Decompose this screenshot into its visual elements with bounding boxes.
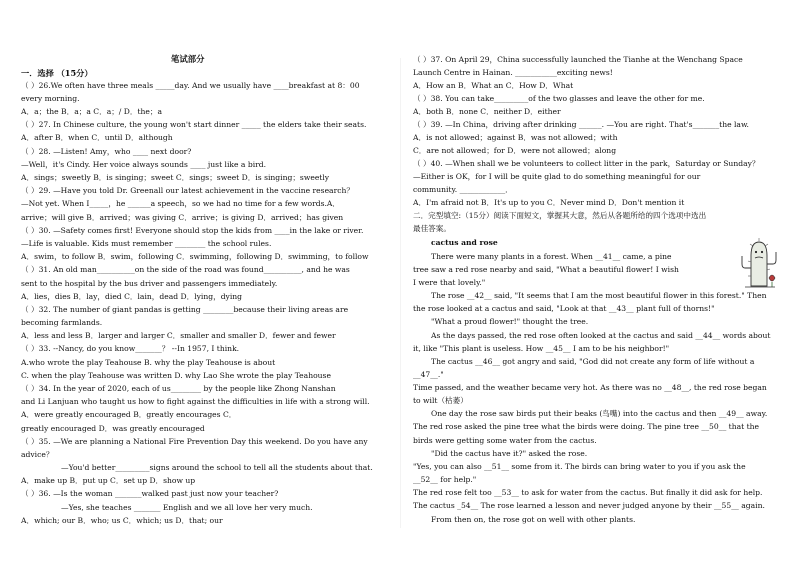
question-28: （ ）28. —Listen! Amy，who ____ next door? [21, 147, 192, 156]
question-26: （ ）26.We often have three meals _____day. And we usually have ____breakfast at 8：00 [21, 81, 360, 90]
question-34-options-cd: greatly encouraged D．was greatly encouraged [21, 424, 205, 433]
question-32-options: A．less and less B．larger and larger C．smaller and smaller D．fewer and fewer [21, 331, 336, 340]
passage-line: As the days passed, the red rose often looked at the cactus and said __44__ words about [431, 331, 771, 340]
passage-line: the rose looked at a cactus and said, "Look at that __43__ plant full of thorns!" [413, 304, 715, 313]
question-37-options: A．How an B．What an C．How D．What [413, 81, 574, 90]
question-31-options: A．lies，dies B．lay，died C．lain，dead D．lying，dying [21, 292, 243, 301]
passage-line: "Yes, you can also __51__ some from it. The birds can bring water to you if you ask the [413, 462, 746, 471]
passage-line: to wilt（枯萎） [413, 396, 468, 405]
question-30-cont: —Life is valuable. Kids must remember ________ the school rules. [21, 239, 272, 248]
passage-line: "Did the cactus have it?" asked the rose. [431, 449, 588, 458]
question-34-options-abc: A．were greatly encouraged B．greatly encourages C． [21, 410, 237, 419]
question-35-reply: —You'd better_________signs around the school to tell all the students about that. [61, 463, 373, 472]
passage-line: The cactus __46__ got angry and said, "God did not create any form of life without a [431, 357, 755, 366]
question-38: （ ）38. You can take_________of the two glasses and leave the other for me. [413, 94, 705, 103]
question-40-cont: —Either is OK，for I will be quite glad to do something meaningful for our [413, 172, 701, 181]
question-32: （ ）32. The number of giant pandas is getting ________because their living areas are [21, 305, 349, 314]
question-39-options-cd: C．are not allowed；for D．were not allowed；along [413, 146, 617, 155]
question-29: （ ）29. —Have you told Dr. Greenall our latest achievement in the vaccine research？ [21, 186, 354, 195]
question-35-cont: advice？ [21, 450, 54, 459]
question-28-cont: —Well，it's Cindy. Her voice always sounds ____ just like a bird. [21, 160, 267, 169]
passage-line: One day the rose saw birds put their beaks (鸟嘴) into the cactus and then __49__ away. [431, 409, 768, 418]
passage-line: birds were getting some water from the cactus. [413, 436, 597, 445]
question-33-options-ab: A.who wrote the play Teahouse B. why the play Teahouse is about [21, 358, 276, 367]
question-28-options: A．sings；sweetly B．is singing；sweet C．sings；sweet D．is singing；sweetly [21, 173, 330, 182]
question-30-options: A．swim，to follow B．swim，following C．swimming，following D．swimming，to follow [21, 252, 369, 261]
question-39: （ ）39. —In China，driving after drinking ______. —You are right. That's_______the law. [413, 120, 749, 129]
question-38-options: A．both B．none C．neither D．either [413, 107, 561, 116]
cactus-illustration [739, 234, 779, 288]
passage-line: The red rose asked the pine tree what the birds were doing. The pine tree __50__ that the [413, 422, 760, 431]
passage-line: The rose __42__ said, "It seems that I am the most beautiful flower in this forest." Then [431, 291, 767, 300]
question-40-options: A．I'm afraid not B．It's up to you C．Never mind D．Don't mention it [413, 198, 685, 207]
question-31-cont: sent to the hospital by the bus driver and passengers immediately. [21, 279, 278, 288]
question-37-cont: Launch Centre in Hainan. ___________exciting news! [413, 68, 613, 77]
question-26-cont: every morning. [21, 94, 80, 103]
question-27-options: A．after B．when C．until D．although [21, 133, 173, 142]
question-40-cont-2: community. ____________． [413, 185, 513, 194]
passage-line: Time passed, and the weather became very hot. As there was no __48__, the red rose began [413, 383, 767, 392]
passage-line: There were many plants in a forest. When __41__ came, a pine [431, 252, 672, 261]
passage-line: __52__ for help." [413, 475, 477, 484]
column-divider [400, 58, 401, 528]
question-29-options: arrive；will give B．arrived；was giving C．arrive；is giving D．arrived；has given [21, 213, 344, 222]
passage-title: cactus and rose [431, 238, 498, 247]
question-40: （ ）40. —When shall we be volunteers to collect litter in the park，Saturday or Sunday？ [413, 159, 760, 168]
question-32-cont: becoming farmlands. [21, 318, 103, 327]
passage-line: The red rose felt too __53__ to ask for water from the cactus. But finally it did ask for help. [413, 488, 763, 497]
question-29-cont: —Not yet. When I_____，he ______a speech，so we had no time for a few words.A． [21, 199, 341, 208]
question-36-reply: —Yes, she teaches _______ English and we all love her very much. [61, 503, 313, 512]
question-39-options-ab: A．is not allowed；against B．was not allowed；with [413, 133, 618, 142]
question-34-cont: and Li Lanjuan who taught us how to fight against the difficulties in life with a strong will. [21, 397, 370, 406]
question-36-options: A．which; our B．who; us C．which; us D．that; our [21, 516, 223, 525]
section-title-choice: 一．选择 （15分） [21, 68, 93, 78]
question-33-options-cd: C. when the play Teahouse was written D. why Lao She wrote the play Teahouse [21, 371, 331, 380]
question-36: （ ）36. —Is the woman _______walked past just now your teacher? [21, 489, 279, 498]
question-26-options: A．a；the B．a；a C．a；/ D．the；a [21, 107, 163, 116]
question-34: （ ）34. In the year of 2020, each of us________ by the people like Zhong Nanshan [21, 384, 336, 393]
question-33: （ ）33. --Nancy, do you know_______？ --In 1957, I think. [21, 344, 240, 353]
passage-line: The cactus _54__ The rose learned a lesson and never judged anyone by their __55__ again. [413, 501, 765, 510]
passage-line: I were that lovely." [413, 278, 486, 287]
passage-line: it, like "This plant is useless. How __45__ I am to be his neighbor!" [413, 344, 670, 353]
passage-line: __47__." [413, 370, 444, 379]
cloze-instructions-cont: 最佳答案。 [413, 224, 451, 233]
question-27: （ ）27. In Chinese culture, the young won't start dinner _____ the elders take their seats. [21, 120, 367, 129]
question-35: （ ）35. —We are planning a National Fire Prevention Day this weekend. Do you have any [21, 437, 368, 446]
question-31: （ ）31. An old man__________on the side of the road was found__________, and he was [21, 265, 350, 274]
question-37: （ ）37. On April 29，China successfully launched the Tianhe at the Wenchang Space [413, 55, 743, 64]
cloze-instructions: 二．完型填空:（15分）阅读下面短文，掌握其大意，然后从各题所给的四个选项中选出 [413, 211, 707, 220]
passage-line: tree saw a red rose nearby and said, "What a beautiful flower! I wish [413, 265, 679, 274]
passage-line: From then on, the rose got on well with other plants. [431, 515, 636, 524]
question-35-options: A．make up B．put up C．set up D．show up [21, 476, 196, 485]
passage-line: "What a proud flower!" thought the tree. [431, 317, 589, 326]
question-30: （ ）30. —Safety comes first! Everyone should stop the kids from ____in the lake or river. [21, 226, 364, 235]
section-heading-written: 笔试部分 [171, 54, 205, 64]
